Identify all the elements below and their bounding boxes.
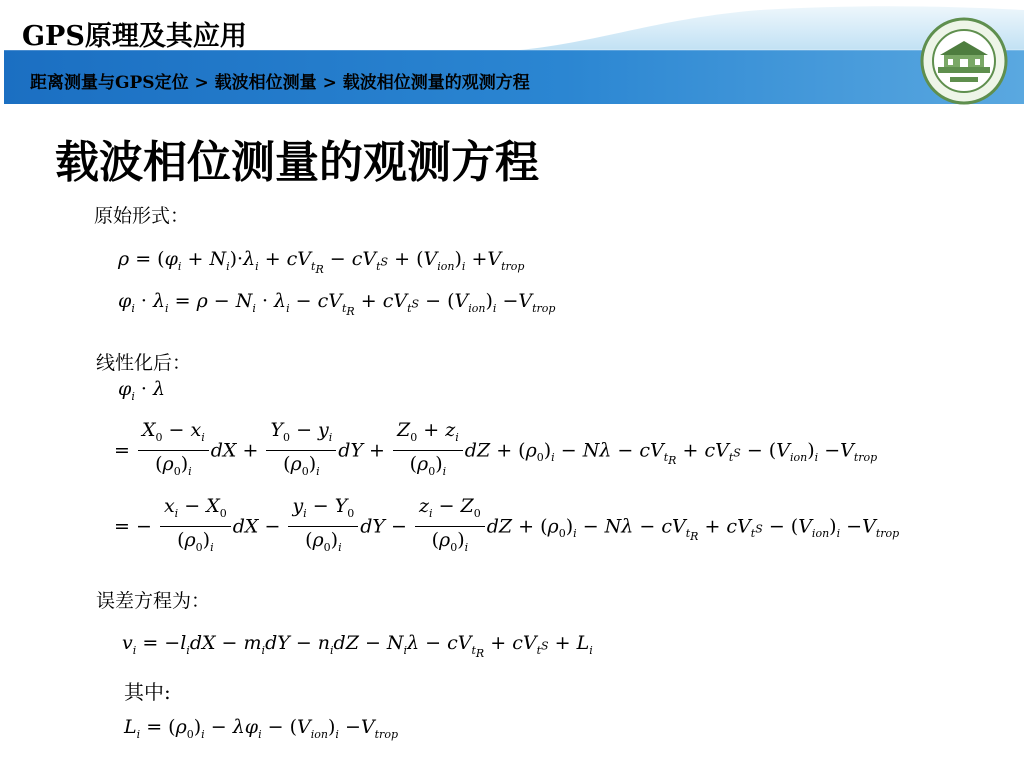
equation-original-1: $\rho = (\varphi_i + N_i)\cdot\lambda_i + cV_{t_R} - cV_{t^S} + (V_{ion})_i +V_{trop}$ <box>118 248 525 276</box>
breadcrumb[interactable]: 距离测量与GPS定位 > 载波相位测量 > 载波相位测量的观测方程 <box>30 73 530 93</box>
where-label: 其中: <box>124 680 171 704</box>
equation-linearized-lhs: $\varphi_i \cdot \lambda$ <box>118 378 166 403</box>
original-form-label: 原始形式： <box>94 205 190 227</box>
equation-linearized-2: = − $\frac{x_i - X_0}{(\rho_0)_i}$ dX − $\frac{y_i - Y_0}{(\rho_0)_i}$ dY − $\frac{z_i - Z_0}{(\rho_0)_i}$ dZ + $(\rho_0)_i - N\lambda - cV_{t_R} + cV_{t^S} - (V_{ion})_i -V_{trop}$ <box>114 495 900 554</box>
equation-Li: $L_i = (\rho_0)_i - \lambda\varphi_i - (V_{ion})_i -V_{trop}$ <box>124 716 398 741</box>
equation-linearized-1: = $\frac{X_0 - x_i}{(\rho_0)_i}$ dX + $\frac{Y_0 - y_i}{(\rho_0)_i}$ dY + $\frac{Z_0 + z_i}{(\rho_0)_i}$ dZ + $(\rho_0)_i - N\lambda - cV_{t_R} + cV_{t^S} - (V_{ion})_i -V_{trop}$ <box>114 419 878 478</box>
error-equation-label: 误差方程为： <box>96 590 211 612</box>
university-seal-icon <box>920 17 1008 105</box>
course-title: GPS原理及其应用 <box>22 21 247 52</box>
slide-title: 载波相位测量的观测方程 <box>55 137 539 188</box>
linearized-label: 线性化后： <box>96 352 192 374</box>
equation-original-2: $\varphi_i \cdot \lambda_i = \rho - N_i \cdot \lambda_i - cV_{t_R} + cV_{t^S} - (V_{ion})_i -V_{trop}$ <box>118 290 556 318</box>
equation-error: $v_i = -l_idX - m_idY - n_idZ - N_i\lambda - cV_{t_R} + cV_{t^S} + L_i$ <box>122 632 593 660</box>
